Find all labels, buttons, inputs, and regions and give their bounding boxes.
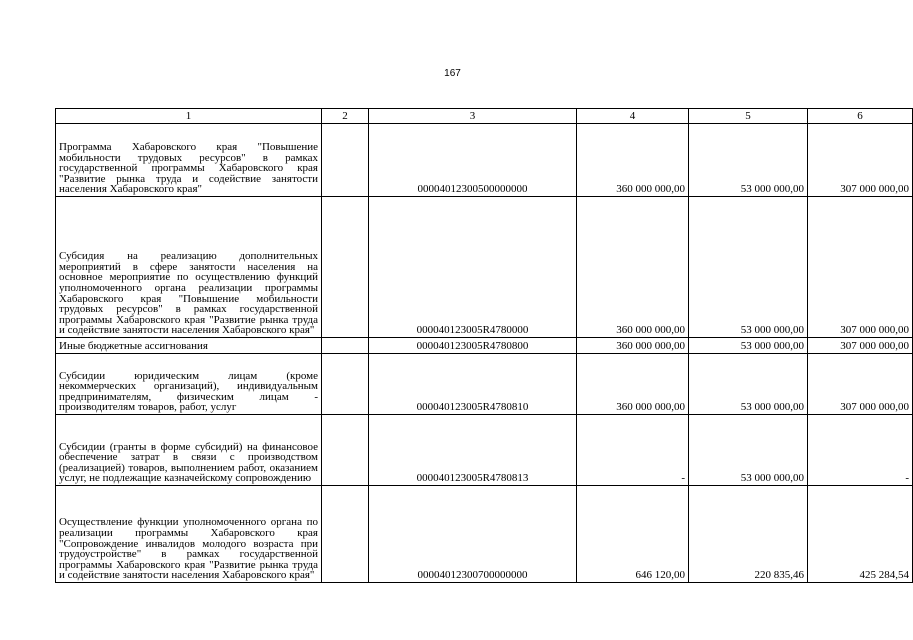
table-row bbox=[56, 486, 913, 583]
row-code: 000040123005R4780000 bbox=[369, 197, 577, 338]
row-code: 000040123005R4780813 bbox=[369, 415, 577, 486]
row-value-4: - bbox=[577, 415, 689, 486]
row-code: 00004012300500000000 bbox=[369, 124, 577, 197]
col-header-5: 5 bbox=[689, 109, 808, 124]
row-col2 bbox=[322, 486, 369, 583]
row-value-6: - bbox=[808, 415, 913, 486]
table-row bbox=[56, 415, 913, 486]
table-row bbox=[56, 338, 913, 354]
row-value-6: 307 000 000,00 bbox=[808, 197, 913, 338]
row-code: 000040123005R4780800 bbox=[369, 338, 577, 354]
table-row bbox=[56, 354, 913, 415]
row-value-4: 646 120,00 bbox=[577, 486, 689, 583]
col-header-1: 1 bbox=[56, 109, 322, 124]
row-value-4: 360 000 000,00 bbox=[577, 354, 689, 415]
row-code: 00004012300700000000 bbox=[369, 486, 577, 583]
table-row bbox=[56, 124, 913, 197]
row-value-5: 53 000 000,00 bbox=[689, 197, 808, 338]
row-value-5: 53 000 000,00 bbox=[689, 415, 808, 486]
col-header-2: 2 bbox=[322, 109, 369, 124]
row-col2 bbox=[322, 338, 369, 354]
row-name: Субсидии юридическим лицам (кроме некоммерческих организаций), индивидуальным предпринимателям, физическим лицам - производителям товаров, работ, услуг bbox=[56, 354, 322, 415]
row-col2 bbox=[322, 197, 369, 338]
row-value-5: 220 835,46 bbox=[689, 486, 808, 583]
row-value-4: 360 000 000,00 bbox=[577, 124, 689, 197]
header-row bbox=[56, 109, 913, 124]
table-row bbox=[56, 197, 913, 338]
row-value-4: 360 000 000,00 bbox=[577, 338, 689, 354]
row-name: Субсидия на реализацию дополнительных мероприятий в сфере занятости населения на основное мероприятие по осуществлению функций уполномоченного органа реализации программы Хабаровского края "Повышение мобильности трудовых ресурсов" в рамках государственной программы Хабаровского края "Развитие рынка труда и содействие занятости населения Хабаровского края" bbox=[56, 197, 322, 338]
row-code: 000040123005R4780810 bbox=[369, 354, 577, 415]
col-header-4: 4 bbox=[577, 109, 689, 124]
row-value-5: 53 000 000,00 bbox=[689, 124, 808, 197]
row-value-6: 307 000 000,00 bbox=[808, 354, 913, 415]
row-value-5: 53 000 000,00 bbox=[689, 354, 808, 415]
row-name: Иные бюджетные ассигнования bbox=[56, 338, 322, 354]
row-col2 bbox=[322, 415, 369, 486]
page-number: 167 bbox=[444, 68, 461, 79]
row-name: Программа Хабаровского края "Повышение мобильности трудовых ресурсов" в рамках государственной программы Хабаровского края "Развитие рынка труда и содействие занятости населения Хабаровского края" bbox=[56, 124, 322, 197]
row-value-5: 53 000 000,00 bbox=[689, 338, 808, 354]
row-value-6: 425 284,54 bbox=[808, 486, 913, 583]
row-value-4: 360 000 000,00 bbox=[577, 197, 689, 338]
row-col2 bbox=[322, 354, 369, 415]
row-col2 bbox=[322, 124, 369, 197]
budget-table bbox=[55, 108, 913, 583]
col-header-6: 6 bbox=[808, 109, 913, 124]
row-value-6: 307 000 000,00 bbox=[808, 124, 913, 197]
row-value-6: 307 000 000,00 bbox=[808, 338, 913, 354]
row-name: Субсидии (гранты в форме субсидий) на финансовое обеспечение затрат в связи с производством (реализацией) товаров, выполнением работ, оказанием услуг, не подлежащие казначейскому сопровождению bbox=[56, 415, 322, 486]
col-header-3: 3 bbox=[369, 109, 577, 124]
row-name: Осуществление функции уполномоченного органа по реализации программы Хабаровского края "Сопровождение инвалидов молодого возраста при трудоустройстве" в рамках государственной программы Хабаровского края "Развитие рынка труда и содействие занятости населения Хабаровского края" bbox=[56, 486, 322, 583]
